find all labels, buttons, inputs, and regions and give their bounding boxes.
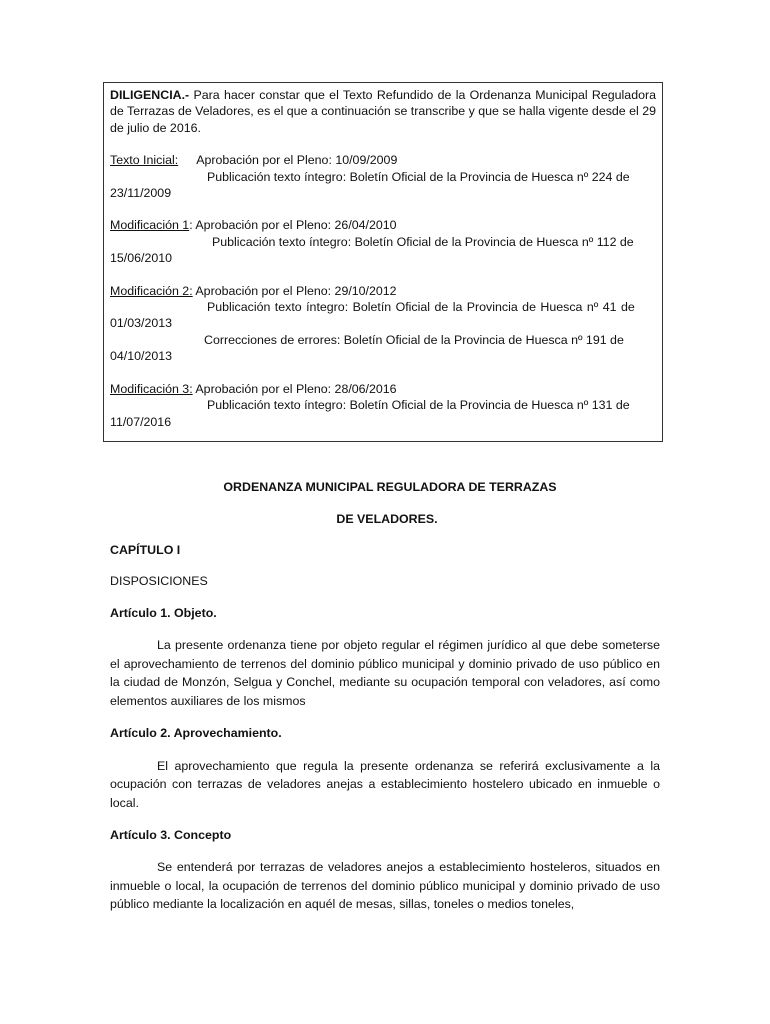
diligencia-label: DILIGENCIA.-	[110, 88, 190, 102]
history-publication	[110, 397, 656, 413]
history-publication-date: 11/07/2016	[110, 414, 172, 429]
history-approval: Aprobación por el Pleno: 10/09/2009	[196, 153, 398, 168]
diligencia-text: Para hacer constar que el Texto Refundido de la Ordenanza Municipal Reguladora de Terrazas de Veladores, es el que a continuación se transcribe y que se halla vigente desde el 29 de julio de 2016.	[110, 88, 657, 135]
history-mod-3	[110, 381, 656, 397]
diligencia-box	[103, 82, 663, 442]
history-approval: Aprobación por el Pleno: 29/10/2012	[192, 283, 397, 298]
history-mod-2	[110, 283, 656, 299]
publication-text: Publicación texto íntegro: Boletín Oficial de la Provincia de Huesca nº 224 de	[207, 169, 630, 184]
article-2-heading: Artículo 2. Aprovechamiento.	[110, 726, 282, 741]
article-1-heading: Artículo 1. Objeto.	[110, 605, 217, 620]
article-1-body: La presente ordenanza tiene por objeto regular el régimen jurídico al que debe someterse el aprovechamiento de terrenos del dominio público municipal y dominio privado de uso público en la ciudad de Monzón, Selgua y Conchel, mediante su ocupación temporal con veladores, así como elementos auxiliares de los mismos	[110, 638, 660, 708]
history-initial	[110, 152, 656, 168]
history-label: Modificación 2:	[110, 283, 193, 298]
document-title-line-2: DE VELADORES.	[336, 512, 438, 527]
article-3-heading: Artículo 3. Concepto	[110, 827, 232, 842]
article-2-body: El aprovechamiento que regula la presente ordenanza se referirá exclusivamente a la ocupación con terrazas de veladores anejas a establecimiento hostelero ubicado en inmueble o local.	[110, 758, 660, 810]
history-approval: Aprobación por el Pleno: 28/06/2016	[192, 381, 397, 396]
history-correction-date: 04/10/2013	[110, 349, 173, 364]
history-publication	[110, 299, 656, 315]
publication-text: Publicación texto íntegro: Boletín Oficial de la Provincia de Huesca nº 112 de	[212, 234, 634, 249]
correction-text: Correcciones de errores: Boletín Oficial de la Provincia de Huesca nº 191 de	[204, 332, 624, 347]
history-approval: : Aprobación por el Pleno: 26/04/2010	[189, 218, 397, 233]
section-heading: DISPOSICIONES	[110, 574, 208, 589]
history-mod-1	[110, 217, 656, 233]
chapter-heading: CAPÍTULO I	[110, 542, 181, 557]
history-publication	[110, 169, 656, 185]
history-publication-date: 01/03/2013	[110, 316, 173, 331]
ordinance-body	[110, 479, 660, 914]
history-publication-date: 15/06/2010	[110, 251, 173, 266]
history-label: Modificación 3:	[110, 381, 193, 396]
history-publication	[110, 234, 656, 250]
history-correction	[110, 332, 656, 348]
history-label: Texto Inicial:	[110, 153, 179, 168]
diligencia-paragraph	[110, 87, 656, 136]
history-label: Modificación 1	[110, 218, 190, 233]
history-publication-date: 23/11/2009	[110, 186, 172, 201]
publication-text: Publicación texto íntegro: Boletín Oficial de la Provincia de Huesca nº 41 de	[207, 300, 635, 315]
document-title-line-1: ORDENANZA MUNICIPAL REGULADORA DE TERRAZAS	[223, 480, 557, 494]
publication-text: Publicación texto íntegro: Boletín Oficial de la Provincia de Huesca nº 131 de	[207, 398, 630, 413]
article-3-body: Se entenderá por terrazas de veladores anejos a establecimiento hosteleros, situados en inmueble o local, la ocupación de terrenos del dominio público municipal y dominio privado de uso público mediante la localización en aquél de mesas, sillas, toneles o medios toneles,	[110, 860, 660, 912]
